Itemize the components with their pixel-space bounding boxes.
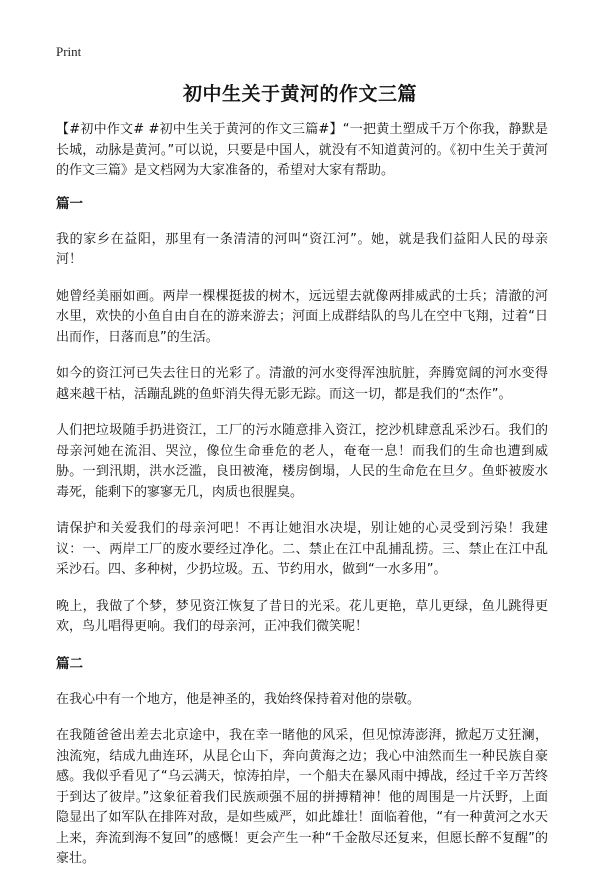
intro-paragraph: 【#初中作文# #初中生关于黄河的作文三篇#】“一把黄土塑成千万个你我，静默是长城，动脉是黄河。”可以说，只要是中国人，就没有不知道黄河的。《初中生关于黄河的作文三篇》是文档网为大家准备的，希望对大家有帮助。 <box>56 122 548 178</box>
section-2-paragraph-1: 在我心中有一个地方，他是神圣的，我始终保持着对他的崇敬。 <box>56 691 421 707</box>
section-2-paragraph-2: 在我随爸爸出差去北京途中，我在幸一睹他的风采，但见惊涛澎湃，掀起万丈狂澜，浊流宛，结成九曲连环，从昆仑山下，奔向黄海之边；我心中油然而生一种民族自豪感。我似乎看见了“乌云满天，惊涛拍岸，一个船夫在暴风雨中搏战，经过千辛万苦终于到达了彼岸。”这象征着我们民族顽强不屈的拼搏精神！他的周围是一片沃野，上面隐显出了如军队在排阵对敌，是如些威严，如此雄壮！面临着他，“有一种黄河之水天上来，奔流到海不复回”的感慨！更会产生一种“千金散尽还复来，但愿长醉不复醒”的豪壮。 <box>56 728 548 866</box>
section-1-paragraph-4: 人们把垃圾随手扔进资江，工厂的污水随意排入资江，挖沙机肆意乱采沙石。我们的母亲河她在流泪、哭泣，像位生命垂危的老人，奄奄一息！而我们的生命也遭到威胁。一到汛期，洪水泛滥，良田被淹，楼房倒塌，人民的生命危在旦夕。鱼虾被废水毒死，能剩下的寥寥无几，肉质也很腥臭。 <box>56 423 548 500</box>
page-title: 初中生关于黄河的作文三篇 <box>182 83 417 105</box>
section-heading-1: 篇一 <box>56 195 83 212</box>
print-link[interactable]: Print <box>56 44 82 59</box>
section-heading-2: 篇二 <box>56 655 83 672</box>
section-1-paragraph-5: 请保护和关爱我们的母亲河吧！不再让她泪水决堤，别让她的心灵受到污染！我建议：一、两岸工厂的废水要经过净化。二、禁止在江中乱捕乱捞。三、禁止在江中乱采沙石。四、多种树，少扔垃圾。五、节约用水，做到“一水多用”。 <box>56 521 548 577</box>
section-1-paragraph-2: 她曾经美丽如画。两岸一棵棵挺拔的树木，远远望去就像两排威武的士兵；清澈的河水里，欢快的小鱼自由自在的游来游去；河面上成群结队的鸟儿在空中飞翔，过着“日出而作，日落而息”的生活。 <box>56 288 548 345</box>
section-1-paragraph-3: 如今的资江河已失去往日的光彩了。清澈的河水变得浑浊肮脏，奔腾宽阔的河水变得越来越干枯，活蹦乱跳的鱼虾消失得无影无踪。而这一切，都是我们的“杰作”。 <box>56 366 548 402</box>
section-1-paragraph-6: 晚上，我做了个梦，梦见资江恢复了昔日的光采。花儿更艳，草儿更绿，鱼儿跳得更欢，鸟儿唱得更响。我们的母亲河，正冲我们微笑呢！ <box>56 598 548 634</box>
section-1-paragraph-1: 我的家乡在益阳，那里有一条清清的河叫“资江河”。她，就是我们益阳人民的母亲河！ <box>56 231 548 267</box>
article-body <box>56 120 548 886</box>
